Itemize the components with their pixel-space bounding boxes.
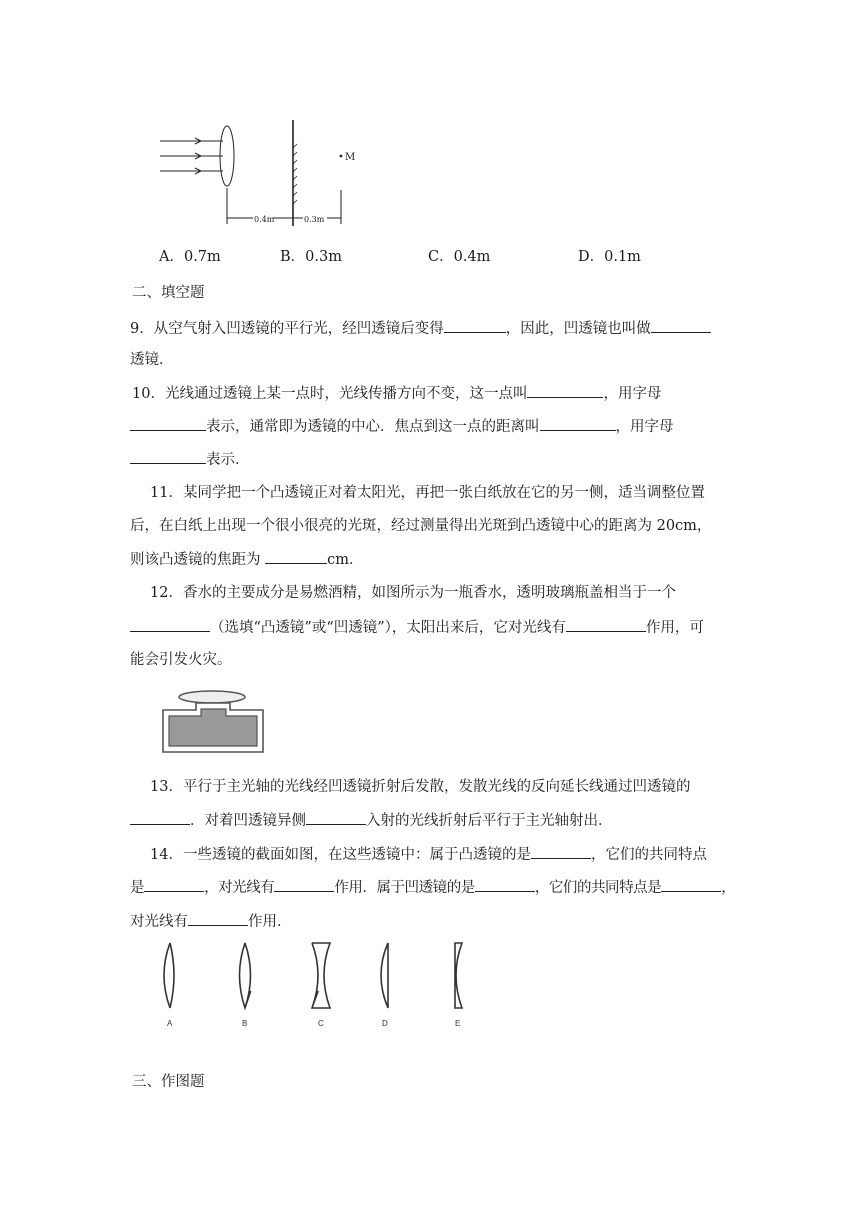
lens-b [240,943,251,1008]
question-10-line-2: 表示，通常即为透镜的中心．焦点到这一点的距离叫 ，用字母 [130,416,674,437]
lens-label: A [167,1019,173,1028]
question-14-line-3: 对光线有 作用． [130,911,292,932]
answer-blank[interactable] [130,810,190,825]
lens-label: C [318,1019,324,1028]
answer-blank[interactable] [475,877,535,892]
lens-label: D [382,1019,388,1028]
answer-blank[interactable] [274,877,334,892]
lens-a [164,943,174,1008]
section-title: 二、填空题 [132,285,205,301]
answer-blank[interactable] [188,911,248,926]
answer-blank[interactable] [130,416,206,431]
question-12-line-3: 能会引发火灾。 [130,652,232,668]
point-m-label: M [345,152,356,163]
question-11-line-3: 则该凸透镜的焦距为 cm． [130,549,363,570]
answer-blank[interactable] [661,877,721,892]
lens-cross-sections [150,938,480,1030]
question-10-line-1: 10．光线通过透镜上某一点时，光线传播方向不变，这一点叫 ，用字母 [132,383,661,404]
question-12-line-1: 12．香水的主要成分是易燃酒精，如图所示为一瓶香水，透明玻璃瓶盖相当于一个 [150,585,676,601]
answer-blank[interactable] [144,877,204,892]
question-13-line-1: 13．平行于主光轴的光线经凹透镜折射后发散，发散光线的反向延长线通过凹透镜的 [150,779,691,795]
question-14-line-2: 是 ，对光线有 作用．属于凹透镜的是 ，它们的共同特点是 ， [130,877,735,898]
perfume-bottle-figure [160,690,270,756]
answer-blank[interactable] [130,617,210,632]
lens-e [455,943,462,1008]
question-14-line-1: 14．一些透镜的截面如图，在这些透镜中：属于凸透镜的是 ，它们的共同特点 [150,844,707,865]
dimension-label: 0.4m [254,215,275,224]
answer-blank[interactable] [527,383,603,398]
option-d: D．0.1m [578,249,641,265]
lens-d [381,943,388,1008]
answer-blank[interactable] [531,844,591,859]
question-10-line-3: 表示． [130,449,250,470]
answer-blank[interactable] [444,318,506,333]
answer-blank[interactable] [566,617,646,632]
answer-blank[interactable] [540,416,616,431]
question-11-line-2: 后，在白纸上出现一个很小很亮的光斑，经过测量得出光斑到凸透镜中心的距离为 20cm， [130,518,712,534]
question-9-line-1: 9．从空气射入凹透镜的平行光，经凹透镜后变得 ，因此，凹透镜也叫做 [130,318,711,339]
lens-label: E [455,1019,461,1028]
dimension-label: 0.3m [304,215,325,224]
question-9-line-2: 透镜． [130,352,174,368]
lens-label: B [242,1019,248,1028]
lens-mirror-diagram [155,118,370,230]
answer-blank[interactable] [306,810,366,825]
option-c: C．0.4m [428,249,491,265]
option-a: A．0.7m [159,249,221,265]
option-b: B．0.3m [280,249,342,265]
answer-blank[interactable] [265,549,327,564]
question-11-line-1: 11．某同学把一个凸透镜正对着太阳光，再把一张白纸放在它的另一侧，适当调整位置 [150,485,705,501]
answer-blank[interactable] [651,318,711,333]
lens-c [312,943,330,1008]
question-13-line-2: ．对着凹透镜异侧 入射的光线折射后平行于主光轴射出． [130,810,613,831]
question-12-line-2: （选填“凸透镜”或“凹透镜”），太阳出来后，它对光线有 作用，可 [130,617,704,638]
answer-blank[interactable] [130,449,206,464]
section-title: 三、作图题 [132,1074,205,1090]
